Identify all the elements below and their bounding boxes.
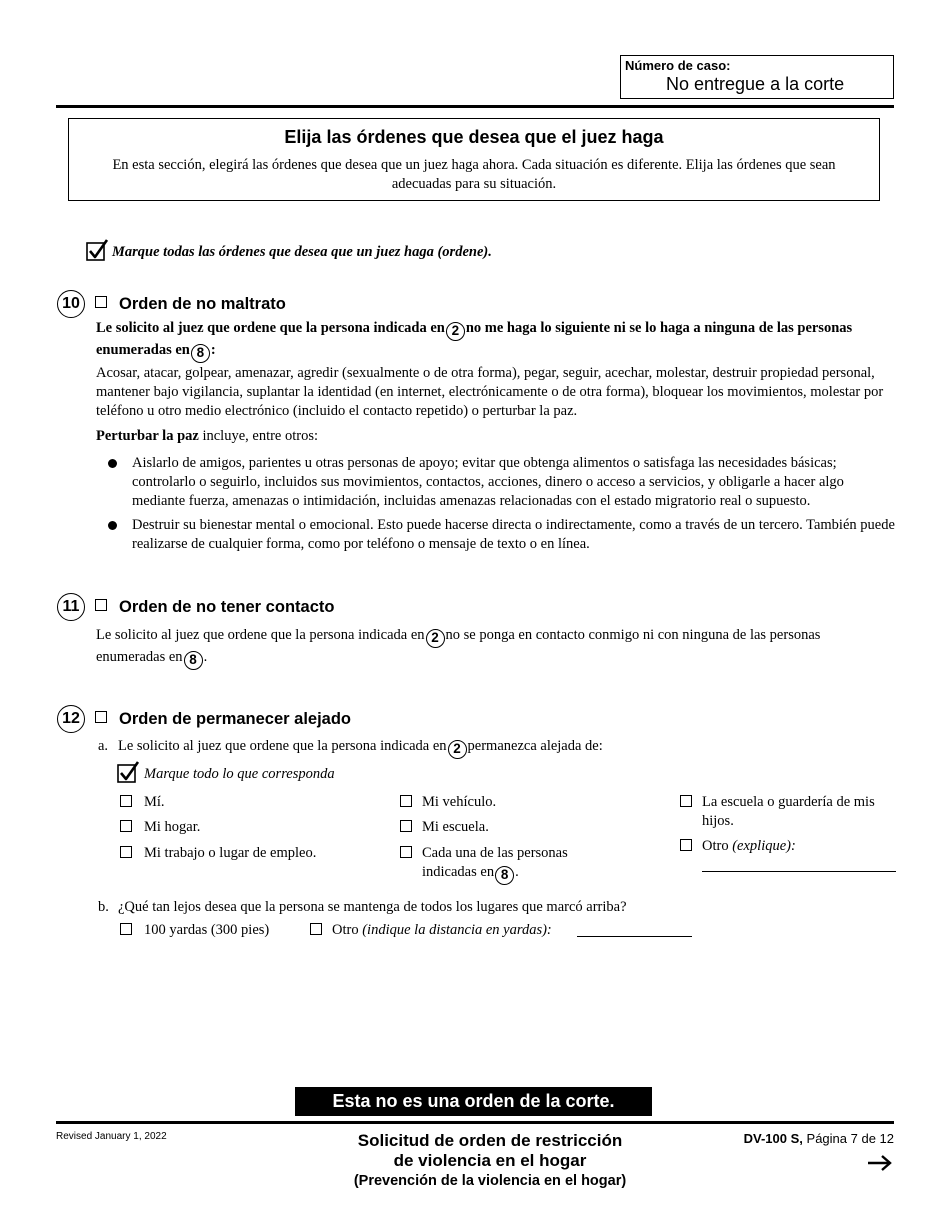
section-10-request-colon: : — [210, 342, 216, 358]
distance-other-hint: (indique la distancia en yardas): — [362, 922, 552, 938]
intro-title: Elija las órdenes que desea que el juez haga — [284, 127, 664, 147]
check-all-icon — [117, 761, 141, 790]
option-vehicle-label: Mi vehículo. — [422, 794, 497, 810]
form-id-page — [744, 1131, 894, 1146]
option-home-checkbox[interactable] — [120, 820, 132, 832]
instruction-text: Marque todas las órdenes que desea que un juez haga (ordene). — [112, 244, 492, 260]
ref-circle-2: 2 — [448, 740, 467, 759]
section-10-request — [96, 319, 886, 363]
option-persons-checkbox[interactable] — [400, 846, 412, 858]
ref-circle-2: 2 — [446, 322, 465, 341]
intro-box — [68, 118, 880, 201]
section-11-text-part1: Le solicito al juez que ordene que la persona indicada en — [96, 627, 425, 643]
ref-circle-8: 8 — [191, 344, 210, 363]
case-number-label: Número de caso: — [625, 58, 731, 73]
section-12-number: 12 — [57, 705, 85, 733]
case-number-box — [620, 55, 894, 99]
option-vehicle-checkbox[interactable] — [400, 795, 412, 807]
option-persons-part1: Cada una de las personas indicadas en — [422, 845, 568, 880]
option-me-checkbox[interactable] — [120, 795, 132, 807]
ref-circle-8: 8 — [495, 866, 514, 885]
section-10-bullet-2: Destruir su bienestar mental o emocional. Esto puede hacerse directa o indirectamente, como a través de un tercero. También puede realizarse de cualquier forma, como por teléfono o mensaje de texto o en línea. — [132, 517, 895, 552]
option-persons-label — [422, 844, 622, 885]
section-12-a-label: a. — [98, 738, 109, 754]
page-number: Página 7 de 12 — [806, 1131, 894, 1146]
option-work-label: Mi trabajo o lugar de empleo. — [144, 845, 317, 861]
bullet-icon — [108, 459, 117, 468]
check-all-text: Marque todo lo que corresponda — [144, 766, 335, 782]
header-rule — [56, 105, 894, 108]
not-court-order-banner: Esta no es una orden de la corte. — [295, 1087, 652, 1116]
section-11-checkbox[interactable] — [95, 599, 107, 611]
ref-circle-8: 8 — [184, 651, 203, 670]
option-other-explain: (explique): — [732, 838, 796, 854]
section-12-a-text-part1: Le solicito al juez que ordene que la persona indicada en — [118, 738, 447, 754]
other-explain-line[interactable] — [702, 871, 896, 872]
footer-rule — [56, 1121, 894, 1124]
section-12-a-text-part2: permanezca alejada de: — [467, 738, 603, 754]
bullet-icon — [108, 521, 117, 530]
option-kids-school-label: La escuela o guardería de mis hijos. — [702, 794, 875, 829]
distance-100-label: 100 yardas (300 pies) — [144, 922, 270, 938]
section-12-checkbox[interactable] — [95, 711, 107, 723]
section-10-peace — [96, 427, 318, 446]
section-12-a-text — [118, 737, 878, 759]
section-12-title: Orden de permanecer alejado — [119, 710, 352, 728]
section-10-checkbox[interactable] — [95, 296, 107, 308]
form-id: DV-100 S, — [743, 1131, 803, 1146]
section-11-text-end: . — [203, 649, 208, 665]
section-10-peace-bold: Perturbar la paz — [96, 428, 199, 444]
option-other-label — [702, 837, 796, 856]
section-10-request-part1: Le solicito al juez que ordene que la persona indicada en — [96, 320, 445, 336]
section-10-number: 10 — [57, 290, 85, 318]
option-persons-end: . — [515, 864, 519, 880]
section-10-bullet-1: Aislarlo de amigos, parientes u otras personas de apoyo; evitar que obtenga alimentos o satisfaga las necesidades básicas; controlarlo o seguirlo, incluidos sus movimientos, contactos, acciones, dinero o acceso a servicios, y obligarle a hacer algo mediante fuerza, amenazas o intimidación, incluidas amenazas relacionadas con el estado migratorio real o supuesto. — [132, 455, 844, 509]
distance-other-line[interactable] — [577, 936, 692, 937]
section-12-b-question: ¿Qué tan lejos desea que la persona se mantenga de todos los lugares que marcó arriba? — [118, 899, 627, 915]
section-11-text — [96, 626, 886, 670]
distance-other-label — [332, 921, 552, 940]
section-10-title: Orden de no maltrato — [119, 295, 286, 313]
section-11-title: Orden de no tener contacto — [119, 598, 335, 616]
form-title-line1: Solicitud de orden de restricción — [357, 1131, 623, 1150]
option-school-checkbox[interactable] — [400, 820, 412, 832]
option-other-checkbox[interactable] — [680, 839, 692, 851]
section-10-peace-rest: incluye, entre otros: — [198, 428, 319, 444]
section-11-number: 11 — [57, 593, 85, 621]
section-10-request-part2: no me haga lo siguiente ni se lo haga a ninguna de las personas enumeradas en — [96, 320, 853, 358]
option-work-checkbox[interactable] — [120, 846, 132, 858]
instruction-check-icon — [86, 239, 110, 268]
arrow-right-icon — [866, 1153, 894, 1178]
revised-date: Revised January 1, 2022 — [56, 1131, 167, 1142]
section-11-text-part2: no se ponga en contacto conmigo ni con ninguna de las personas enumeradas en — [96, 627, 821, 665]
form-title-line2: de violencia en el hogar — [393, 1151, 587, 1170]
option-kids-school-checkbox[interactable] — [680, 795, 692, 807]
option-other-text: Otro — [702, 838, 729, 854]
option-me-label: Mí. — [144, 794, 165, 810]
section-12-b-label: b. — [98, 899, 109, 915]
distance-100-checkbox[interactable] — [120, 923, 132, 935]
form-title-line3: (Prevención de la violencia en el hogar) — [353, 1173, 627, 1189]
ref-circle-2: 2 — [426, 629, 445, 648]
distance-other-checkbox[interactable] — [310, 923, 322, 935]
intro-text: En esta sección, elegirá las órdenes que desea que un juez haga ahora. Cada situación es diferente. Elija las órdenes que sean adecuadas para su situación. — [112, 157, 836, 192]
case-number-value: No entregue a la corte — [666, 74, 845, 94]
option-school-label: Mi escuela. — [422, 819, 489, 835]
section-10-acts: Acosar, atacar, golpear, amenazar, agredir (sexualmente o de otra forma), pegar, seguir, acechar, molestar, destruir propiedad personal, mantener bajo vigilancia, suplantar la identidad (en internet, electrónicamente o de otra forma), bloquear los movimientos, molestar por teléfono u otro medio electrónico (incluido el contacto repetido) o perturbar la paz. — [96, 365, 884, 419]
option-home-label: Mi hogar. — [144, 819, 201, 835]
form-title — [290, 1131, 690, 1192]
distance-other-text: Otro — [332, 922, 359, 938]
